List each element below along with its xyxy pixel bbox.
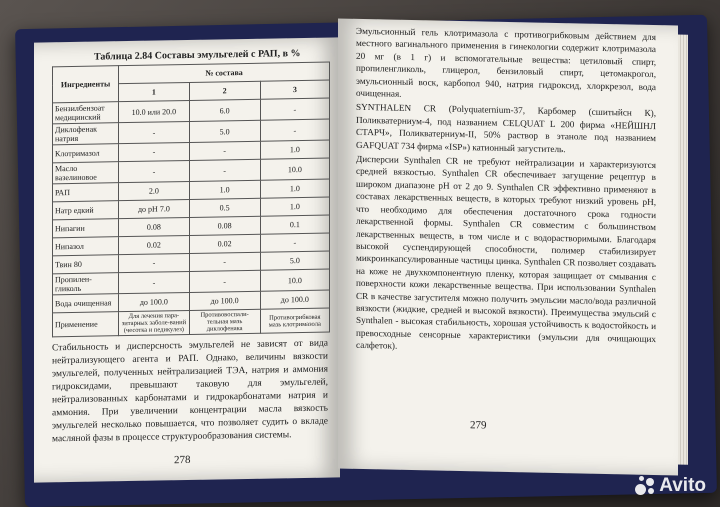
avito-watermark (635, 475, 706, 497)
table-col-2: 2 (189, 81, 260, 100)
value-cell: - (189, 141, 260, 160)
value-cell: Для лечения пара-зитарных заболе-ваний (чесотка и педикулез) (119, 310, 190, 335)
value-cell: - (260, 233, 329, 252)
avito-logo-icon (635, 476, 655, 496)
value-cell: 2.0 (119, 181, 190, 200)
value-cell: - (260, 98, 329, 120)
value-cell: до pH 7.0 (119, 199, 190, 218)
value-cell: 10.0 (260, 158, 329, 180)
value-cell: 6.0 (189, 99, 260, 121)
value-cell: - (260, 119, 329, 141)
value-cell: 0.08 (189, 216, 260, 235)
value-cell: 1.0 (189, 180, 260, 199)
table-header-ingredients: Ингредиенты (53, 66, 119, 103)
value-cell: 1.0 (260, 179, 329, 198)
value-cell: 5.0 (260, 251, 329, 270)
paragraph: Дисперсии Synthalen CR не требуют нейтрализации и характеризуются средней вязкостью. Synthalen CR обеспечивает загущение рецептур в широком диапазоне pH от 2 до 9. Synthalen CR эффективно применяют в составах лекарственных веществ, в которых требуют низкий уровень pH, что необходимо для обеспечения достаточного срока годности лекарственной формы. Synthalen CR совместим с большинством лекарственных веществ, в том числе и с водорастворимыми. Благодаря высокой суспендирующей способности, полимер стабилизирует микроинкапсулированные частицы цинка. Synthalen CR позволяет создавать на коже не двухкомпонентную пленку, которая защищает от смывания с поверхности кожи лекарственные вещества. При использовании Synthalen CR в качестве загустителя можно получить эмульсии масло/вода различной вязкости (жидкие, средней и высокой вязкости). Преимущества эмульсий с Synthalen - высокая стабильность, хорошая устойчивость к водостойкость и превосходные сенсорные характеристики (эмульсии для очищающих салфеток). (356, 153, 656, 351)
ingredient-cell: Масло вазелиновое (53, 162, 119, 184)
value-cell: 0.1 (260, 215, 329, 234)
value-cell: 0.02 (119, 235, 190, 254)
ingredient-cell: Клотримазол (53, 144, 119, 163)
table-row (53, 308, 330, 337)
emulgel-table (52, 62, 330, 338)
ingredient-cell: Бензилбензоат медицинский (53, 102, 119, 124)
value-cell: - (119, 271, 190, 293)
value-cell: 0.5 (189, 198, 260, 217)
page-number-left: 278 (174, 453, 191, 467)
table-col-3: 3 (260, 80, 329, 99)
value-cell: до 100.0 (189, 291, 260, 310)
left-body-text: Стабильность и дисперсность эмульгелей не зависят от вида нейтрализующего агента и РАП. Однако, величины вязкости эмульгелей, полученных нейтрализацией ТЭА, натрия и аммония гидроксидами, превышают таковую для эмульгелей, нейтрализованных карбонатами и гидрокарбонатами натрия и аммония. При увеличении концентрации масла вязкость эмульгелей несколько повышается, что позволяет судить о вкладе масляной фазы в процессе структурообразования системы. (52, 338, 328, 445)
left-page (34, 37, 340, 482)
paragraph: SYNTHALEN CR (Polyquaternium-37, Карбомер (сшитыйсн К), Поликватерниум-4, под названием CELQUAT L 200 фирма «НЕЙШНЛ СТАРЧ», Поликватерниум-II, 50% раствор в этаноле под названием GAFQUAT 734 фирма «ISP») катионный загуститель. (356, 102, 656, 154)
table-caption: Таблица 2.84 Составы эмульгелей с РАП, в % (94, 48, 301, 63)
value-cell: 10.0 (260, 269, 329, 291)
ingredient-cell: Применение (53, 312, 119, 337)
value-cell: 1.0 (260, 197, 329, 216)
value-cell: - (119, 121, 190, 143)
ingredient-cell: Пропилен-гликоль (53, 273, 119, 295)
value-cell: Противогрибковая мазь клотримазола (260, 308, 329, 333)
value-cell: - (189, 159, 260, 181)
avito-wordmark: Avito (659, 475, 706, 496)
value-cell: 1.0 (260, 140, 329, 159)
table-header-group: № состава (119, 62, 330, 84)
value-cell: до 100.0 (260, 290, 329, 309)
table-col-1: 1 (119, 82, 190, 101)
value-cell: 5.0 (189, 120, 260, 142)
value-cell: 10.0 или 20.0 (119, 100, 190, 122)
value-cell: 0.08 (119, 217, 190, 236)
value-cell: - (119, 142, 190, 161)
ingredient-cell: Натр едкий (53, 201, 119, 220)
value-cell: Противовоспали-тельная мазь диклофенака (189, 309, 260, 334)
ingredient-cell: Вода очищенная (53, 294, 119, 313)
ingredient-cell: Нипазол (53, 237, 119, 256)
value-cell: - (119, 160, 190, 182)
right-body-text (356, 25, 656, 358)
value-cell: - (119, 253, 190, 272)
value-cell: 0.02 (189, 234, 260, 253)
value-cell: - (189, 252, 260, 271)
right-page (338, 18, 678, 475)
paragraph: Эмульсионный гель клотримазола с противогрибковым действием для местного вагинального применения в гинекологии содержит клотримазола 20 мг (в 1 г) и вспомогательные вещества: цетиловый спирт, пропиленгликоль, глицерол, бензиловый спирт, цетомакрогол, эмульсионный воск, карбопол 940, натрия гидроксид, хлоркрезол, вода очищенная. (356, 25, 656, 99)
value-cell: - (189, 270, 260, 292)
page-number-right: 279 (470, 419, 487, 432)
ingredient-cell: Твин 80 (53, 255, 119, 274)
ingredient-cell: РАП (53, 183, 119, 202)
ingredient-cell: Нипагин (53, 219, 119, 238)
value-cell: до 100.0 (119, 292, 190, 311)
ingredient-cell: Диклофенак натрия (53, 123, 119, 145)
